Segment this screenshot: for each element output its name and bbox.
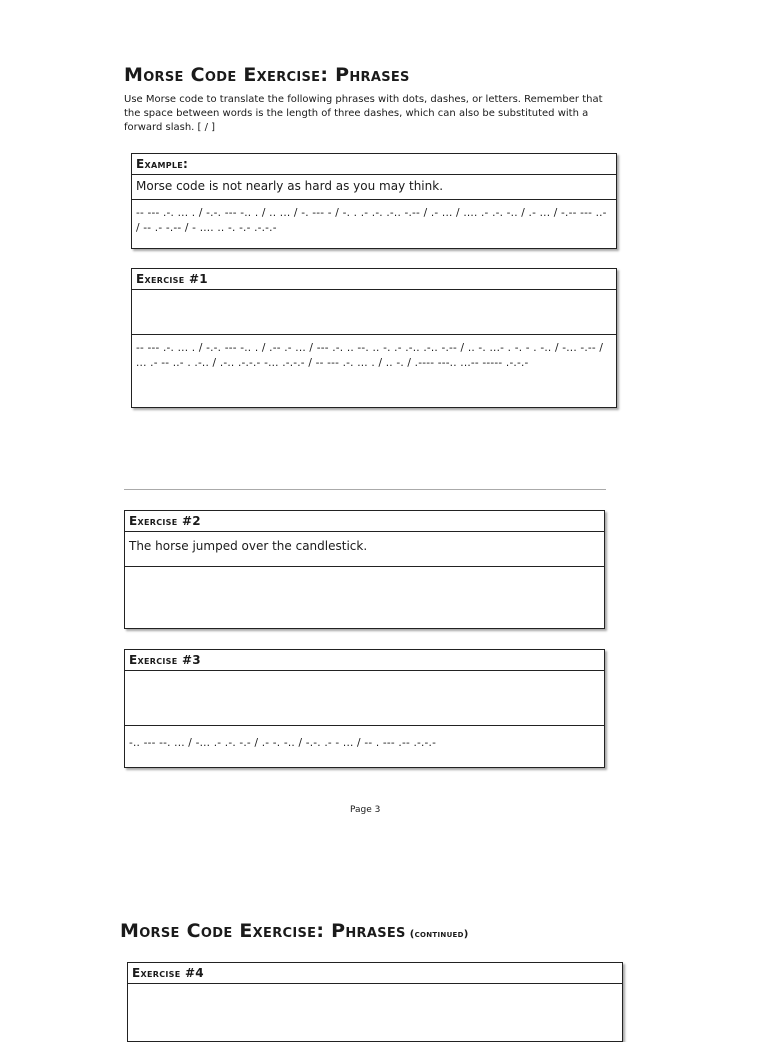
exercise-2-phrase: The horse jumped over the candlestick. — [125, 532, 604, 567]
intro-paragraph: Use Morse code to translate the following phrases with dots, dashes, or letters. Remember that the space between words is the length of three dashes, which can also be substituted with a forward slash. [ / ] — [124, 94, 603, 133]
exercise-1-box — [131, 268, 617, 408]
continued-label: (continued) — [409, 929, 469, 940]
exercise-3-heading: Exercise #3 — [125, 650, 604, 671]
title-text-2: Morse Code Exercise: Phrases — [120, 920, 406, 942]
section-divider — [124, 489, 606, 490]
exercise-3-morse: -.. --- --. ... / -... .- .-. -.- / .- -. -.. / -.-. .- - ... / -- . --- .-- .-.-.- — [129, 737, 437, 749]
exercise-4-box — [127, 962, 623, 1042]
page-title-continued — [120, 920, 469, 942]
example-phrase: Morse code is not nearly as hard as you may think. — [132, 175, 616, 200]
exercise-1-heading: Exercise #1 — [132, 269, 616, 290]
page-number: Page 3 — [350, 805, 381, 815]
exercise-2-heading: Exercise #2 — [125, 511, 604, 532]
page-title — [124, 64, 410, 86]
example-box — [131, 153, 617, 249]
exercise-1-morse: -- --- .-. ... . / -.-. --- -.. . / .-- .- ... / --- .-. .. --. .. -. .- .-.. .-.. -.-- / .. -. ...- . -. - . -.. / -... -.-- / ... .- -- ..- . .-.. / .-.. .-.-.- -... .-.-.- / -- --- .-. ... . / .. -. / .---- ---.. ...-- ----- .-.-.- — [136, 342, 607, 369]
exercise-2-answer-area[interactable] — [125, 567, 604, 627]
example-morse: -- --- .-. ... . / -.-. --- -.. . / .. ... / -. --- - / -. . .- .-. .-.. -.-- / .- ... / .... .- .-. -.. / .- ... / -.-- --- ..- / -- .- -.-- / - .... .. -. -.- .-.-.- — [136, 207, 611, 234]
exercise-2-box — [124, 510, 605, 629]
exercise-3-box — [124, 649, 605, 768]
exercise-4-heading: Exercise #4 — [128, 963, 622, 984]
exercise-1-answer-area[interactable] — [132, 290, 616, 335]
exercise-3-answer-area[interactable] — [125, 671, 604, 726]
example-heading: Example: — [132, 154, 616, 175]
title-text: Morse Code Exercise: Phrases — [124, 64, 410, 86]
